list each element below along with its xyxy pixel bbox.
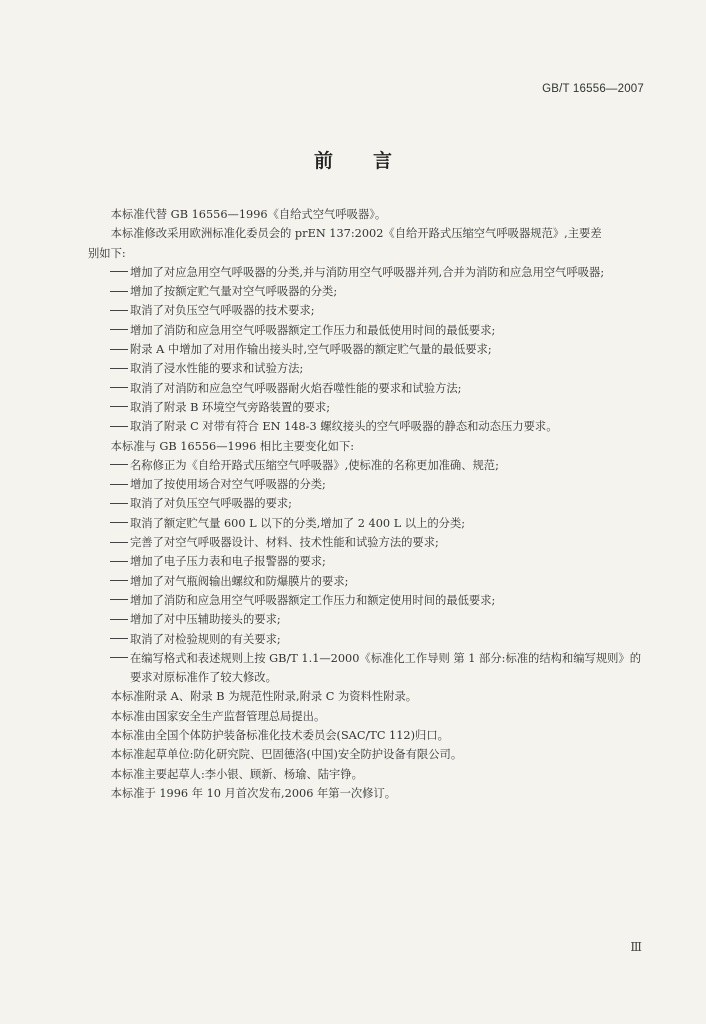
dash-marker	[110, 630, 130, 649]
dash-marker	[110, 263, 130, 282]
standard-number: GB/T 16556—2007	[542, 83, 644, 95]
dash-marker	[110, 301, 130, 320]
list-item-text: 增加了按额定贮气量对空气呼吸器的分类;	[130, 285, 338, 299]
list-item	[88, 417, 646, 436]
list-item-text: 取消了额定贮气量 600 L 以下的分类,增加了 2 400 L 以上的分类;	[130, 516, 466, 530]
list-item	[88, 475, 646, 494]
dash-marker	[110, 359, 130, 378]
dash-marker	[110, 417, 130, 436]
list-item-text: 在编写格式和表述规则上按 GB/T 1.1—2000《标准化工作导则 第 1 部分:标准的结构和编写规则》的要求对原标准作了较大修改。	[130, 651, 642, 685]
page-number: Ⅲ	[630, 940, 642, 954]
dash-marker	[110, 398, 130, 417]
page-title: 前言	[313, 150, 432, 172]
paragraph: 本标准与 GB 16556—1996 相比主要变化如下:	[110, 439, 355, 453]
paragraph: 本标准主要起草人:李小银、顾新、杨瑜、陆宇铮。	[110, 767, 363, 781]
list-item-text: 取消了对消防和应急空气呼吸器耐火焰吞噬性能的要求和试验方法;	[130, 381, 462, 395]
list-item-text: 增加了对气瓶阀输出螺纹和防爆膜片的要求;	[130, 574, 349, 588]
dash-marker	[110, 340, 130, 359]
list-item-text: 取消了浸水性能的要求和试验方法;	[130, 362, 304, 376]
list-item-text: 增加了消防和应急用空气呼吸器额定工作压力和最低使用时间的最低要求;	[130, 323, 496, 337]
dash-marker	[110, 514, 130, 533]
dash-marker	[110, 475, 130, 494]
list-item-text: 增加了按使用场合对空气呼吸器的分类;	[130, 478, 326, 492]
list-item	[88, 494, 646, 513]
list-item-text: 增加了消防和应急用空气呼吸器额定工作压力和额定使用时间的最低要求;	[130, 593, 496, 607]
paragraph: 本标准由全国个体防护装备标准化技术委员会(SAC/TC 112)归口。	[110, 729, 449, 743]
list-item-text: 增加了对中压辅助接头的要求;	[130, 613, 281, 627]
list-item	[88, 533, 646, 552]
paragraph: 本标准于 1996 年 10 月首次发布,2006 年第一次修订。	[110, 786, 397, 800]
paragraph: 别如下:	[88, 246, 126, 260]
paragraph: 本标准附录 A、附录 B 为规范性附录,附录 C 为资料性附录。	[110, 690, 418, 704]
dash-marker	[110, 610, 130, 629]
paragraph: 本标准起草单位:防化研究院、巴固德洛(中国)安全防护设备有限公司。	[110, 748, 463, 762]
document-body	[88, 205, 646, 803]
list-item	[88, 630, 646, 649]
list-item	[88, 340, 646, 359]
list-item-text: 增加了对应急用空气呼吸器的分类,并与消防用空气呼吸器并列,合并为消防和应急用空气呼吸器;	[130, 265, 605, 279]
dash-marker	[110, 533, 130, 552]
list-item	[88, 649, 646, 688]
dash-marker	[110, 282, 130, 301]
list-item	[88, 301, 646, 320]
list-item-text: 取消了附录 C 对带有符合 EN 148-3 螺纹接头的空气呼吸器的静态和动态压力要求。	[130, 420, 558, 434]
list-item-text: 取消了对检验规则的有关要求;	[130, 632, 281, 646]
list-item-text: 增加了电子压力表和电子报警器的要求;	[130, 555, 326, 569]
list-item	[88, 572, 646, 591]
list-item	[88, 398, 646, 417]
list-item	[88, 456, 646, 475]
paragraph: 本标准由国家安全生产监督管理总局提出。	[110, 709, 326, 723]
dash-marker	[110, 379, 130, 398]
list-item-text: 取消了对负压空气呼吸器的技术要求;	[130, 304, 315, 318]
list-item	[88, 610, 646, 629]
dash-marker	[110, 321, 130, 340]
paragraph: 本标准修改采用欧洲标准化委员会的 prEN 137:2002《自给开路式压缩空气呼吸器规范》,主要差	[110, 227, 602, 241]
list-item-text: 附录 A 中增加了对用作输出接头时,空气呼吸器的额定贮气量的最低要求;	[130, 343, 492, 357]
list-item	[88, 552, 646, 571]
list-item	[88, 321, 646, 340]
list-item	[88, 359, 646, 378]
list-item-text: 取消了附录 B 环境空气旁路装置的要求;	[130, 400, 331, 414]
list-item	[88, 591, 646, 610]
dash-marker	[110, 494, 130, 513]
list-item-text: 取消了对负压空气呼吸器的要求;	[130, 497, 292, 511]
list-item	[88, 379, 646, 398]
list-item-text: 名称修正为《自给开路式压缩空气呼吸器》,使标准的名称更加准确、规范;	[130, 458, 499, 472]
dash-marker	[110, 456, 130, 475]
dash-marker	[110, 552, 130, 571]
list-item	[88, 282, 646, 301]
list-item	[88, 514, 646, 533]
list-item-text: 完善了对空气呼吸器设计、材料、技术性能和试验方法的要求;	[130, 536, 439, 550]
paragraph: 本标准代替 GB 16556—1996《自给式空气呼吸器》。	[110, 208, 387, 221]
list-item	[88, 263, 646, 282]
dash-marker	[110, 649, 130, 668]
dash-marker	[110, 572, 130, 591]
dash-marker	[110, 591, 130, 610]
